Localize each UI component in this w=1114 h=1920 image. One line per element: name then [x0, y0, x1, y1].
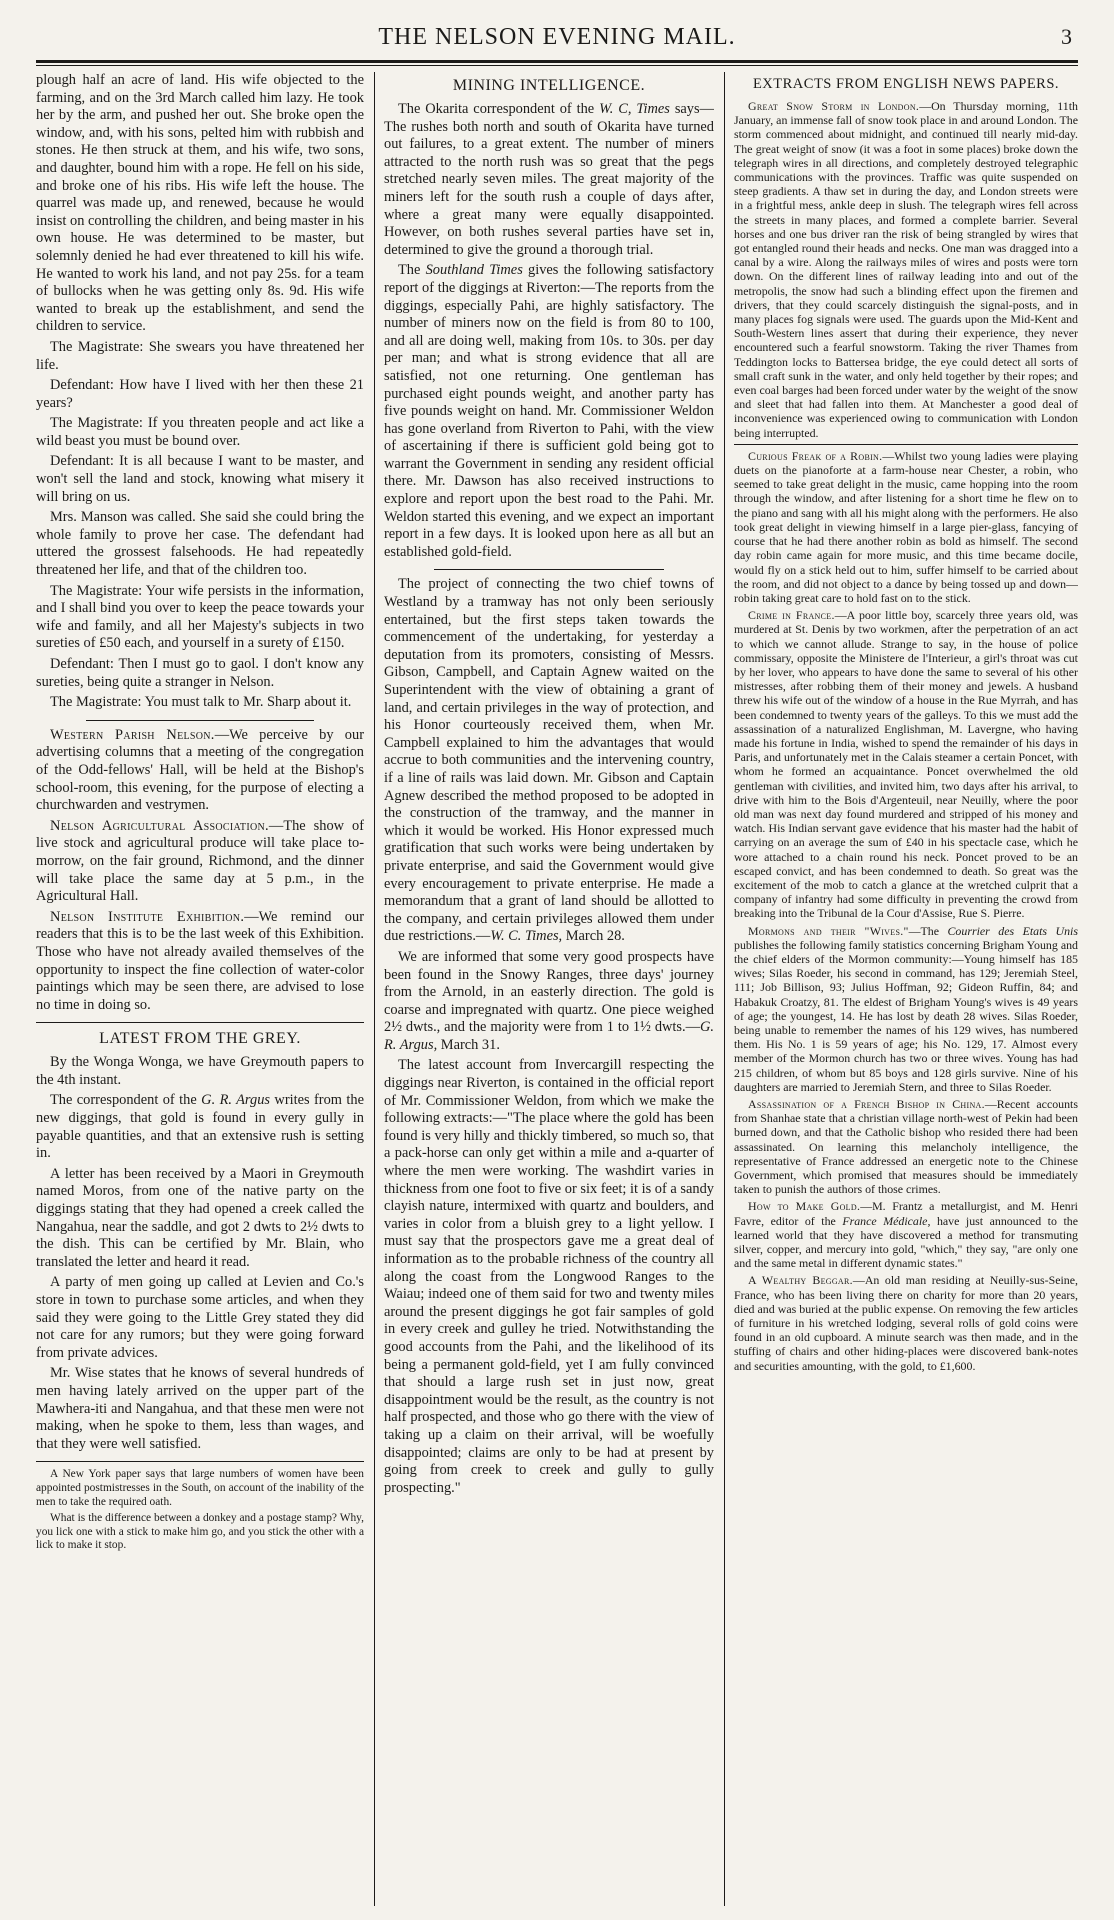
masthead-rule [36, 60, 1078, 63]
article-paragraph: Defendant: Then I must go to gaol. I don't know any sureties, being quite a stranger in Nelson. [36, 656, 364, 690]
article-paragraph [384, 576, 714, 945]
section-rule [734, 444, 1078, 445]
article-paragraph: Mr. Wise states that he knows of several hundreds of men having lately arrived on the upper part of the Mawhera-iti and Nangahua, and that these men were not making, when he spoke to them, less than wages, and that they were well satisfied. [36, 1365, 364, 1452]
article-paragraph: Defendant: How have I lived with her then these 21 years? [36, 377, 364, 411]
text-run: says—The rushes both north and south of Okarita have turned out failures, to a great extent. The number of miners attracted to the north rush was so great that the pegs stretched nearly seven miles. The great majority of the miners left for the south rush a couple of days after, where a great many were equally disappointed. However, on both rushes several parties have set in, determined to give the ground a thorough trial. [384, 101, 714, 258]
article-paragraph: A party of men going up called at Levien and Co.'s store in town to purchase some articles, and when they said they were going to the Little Grey stated they did not care for any rumors; but they were going forward from private advices. [36, 1274, 364, 1361]
article-paragraph: Mrs. Manson was called. She said she could bring the whole family to prove her case. The defendant had uttered the grossest falsehoods. He had repeatedly threatened her life, and that of the children too. [36, 509, 364, 579]
masthead-rule-thin [36, 65, 1078, 66]
text-run: —The [908, 923, 948, 938]
filler-paragraph: A New York paper says that large numbers of women have been appointed postmistresses in the South, on account of the inability of the men to take the required oath. [36, 1468, 364, 1508]
newspaper-name: G. R. Argus, [384, 1019, 714, 1053]
section-heading: LATEST FROM THE GREY. [99, 1030, 301, 1048]
news-extract [734, 449, 1078, 605]
notice-lead: Nelson Institute Exhibition. [50, 908, 245, 925]
newspaper-name: Courrier des Etats Unis [947, 923, 1078, 938]
article-paragraph: Defendant: It is all because I want to be master, and won't sell the land and stock, knowing what misery it will bring on us. [36, 453, 364, 505]
extract-lead: Great Snow Storm in London. [748, 99, 920, 113]
extract-body: —On Thursday morning, 11th January, an immense fall of snow took place in and around London. The storm commenced about midnight, and continued till nearly mid-day. The great weight of snow (it was a foot in some places) broke down the telegraph wires in all directions, and completely destroyed telegraphic communications with the provinces. Traffic was quite suspended on steep gradients. A thaw set in during the day, and London streets were in a frightful mess, ankle deep in slush. The telegraph wires fell across the streets in many places, and formed a complete barrier. Several horses and one bus driver ran the risk of being strangled by wires that got entangled round their heads and necks. One man was dragged into a canal by a wire. Along the railways miles of wires and posts were torn down. On the different lines of railway leading into and out of the metropolis, the snow had such a blinding effect upon the firemen and drivers, that they could scarcely distinguish the signal-posts, and in many places fog signals were used. The guards upon the Mid-Kent and South-Western lines assert that during their experience, they never encountered such a fearful snowstorm. Taking the river Thames from Teddington locks to Battersea bridge, the eye could detect all sorts of small craft sunk in the water, and only held together by their ropes; and even coal barges had been forced under water by the weight of the snow and sleet that had fallen into them. At Manchester a good deal of inconvenience was experienced owing to communication with London being interrupted. [734, 99, 1078, 440]
extract-lead: A Wealthy Beggar. [748, 1273, 853, 1288]
newspaper-name: W. C. Times, [490, 928, 563, 945]
masthead [36, 14, 1078, 54]
column-2 [384, 72, 714, 1906]
article-paragraph: By the Wonga Wonga, we have Greymouth papers to the 4th instant. [36, 1054, 364, 1088]
text-run: March 31. [437, 1036, 500, 1053]
text-run: —M. Frantz a metallurgist, and M. Henri Favre, editor of the [734, 1199, 1078, 1228]
article-paragraph [384, 262, 714, 561]
notice-lead: Western Parish Nelson. [50, 726, 215, 743]
extract-lead: Curious Freak of a Robin. [748, 448, 883, 463]
newspaper-name: W. C, Times [599, 101, 670, 117]
news-extract [734, 924, 1078, 1094]
news-extract [734, 1273, 1078, 1372]
notice-lead: Nelson Agricultural Association. [50, 817, 269, 834]
extract-body: —Whilst two young ladies were playing duets on the pianoforte at a farm-house near Chester, a robin, who seemed to take great delight in the music, came hopping into the room through the window, and after listening for a short time he flew on to the piano and sang with all his might along with the performers. He also took great delight in viewing himself in a large pier-glass, fancying of course that he had there another robin as bold as himself. The second day robin came again for more music, and this time became docile, would fly on a stick held out to him, suffer himself to be carried about the room, and did not object to a dance by being tossed up and down—robin taking great care to hold fast on to the stick. [734, 448, 1078, 605]
article-paragraph: The Magistrate: You must talk to Mr. Sharp about it. [50, 694, 352, 711]
text-run: writes from the new diggings, that gold is found in every gully in payable quantities, and that an extensive rush is setting in. [36, 1092, 364, 1162]
column-3 [734, 72, 1078, 1906]
news-extract [734, 1097, 1078, 1196]
text-run: The Okarita correspondent of the [398, 101, 600, 117]
section-rule [36, 1022, 364, 1023]
local-notice [36, 727, 364, 815]
notice-body: —We perceive by our advertising columns that a meeting of the congregation of the Odd-fellows' Hall, will be held at the Bishop's school-room, this evening, for the purpose of electing a churchwarden and vestrymen. [36, 726, 364, 814]
news-extract [734, 608, 1078, 920]
newspaper-title: THE NELSON EVENING MAIL. [378, 24, 736, 50]
section-rule [36, 1461, 364, 1462]
text-run: March 28. [562, 928, 625, 945]
columns [36, 72, 1078, 1906]
text-run: The [398, 262, 426, 279]
article-paragraph: A letter has been received by a Maori in Greymouth named Moros, from one of the native party on the diggings stating that they had opened a creek called the Nangahua, near the saddle, and got 2 dwts to 2½ dwts to the dish. This can be certified by Mr. Blain, who translated the letter and heard it read. [36, 1165, 364, 1270]
text-run: The project of connecting the two chief towns of Westland by a tramway has not only been seriously entertained, but the first steps taken towards the commencement of the undertaking, for yesterday a deputation from its promoters, consisting of Messrs. Gibson, Campbell, and Captain Agnew waited on the Superintendent with the view of obtaining a grant of land, and certain privileges in the way of protection, and his Honor courteously received them, when Mr. Campbell explained to him the advantages that would accrue to both communities and the intervening country, if a line of rails was laid down. Mr. Gibson and Captain Agnew described the method proposed to be adopted in the construction of the tramway, and the manner in which it would be worked. His Honor expressed much gratification that such works were being undertaken by private enterprise, and said the Government would give every encouragement to private enterprise. He made a memorandum that a grant of land should be allotted to the company, and certain privileges allowed them under due restrictions.— [384, 576, 714, 945]
extract-lead: Mormons and their "Wives." [748, 923, 909, 938]
section-heading: MINING INTELLIGENCE. [452, 77, 646, 94]
column-1 [36, 72, 364, 1906]
article-paragraph: The Magistrate: Your wife persists in the information, and I shall bind you over to keep the peace towards your wife and family, and all her Majesty's subjects in two sureties of £50 each, and yourself in a surety of £150. [36, 582, 364, 652]
filler-paragraph: What is the difference between a donkey and a postage stamp? Why, you lick one with a stick to make him go, and you stick the other with a lick to make it stop. [36, 1512, 364, 1552]
section-rule [86, 720, 314, 721]
text-run: We are informed that some very good prospects have been found in the Snowy Ranges, three days' journey from the Arnold, in an easterly direction. The gold is coarse and impregnated with quartz. One piece weighed 2½ dwts., and the majority were from 1 to 1½ dwts.— [384, 948, 714, 1036]
extract-body: —An old man residing at Neuilly-sus-Seine, France, who has been living there on charity for more than 20 years, died and was buried at the public expense. On removing the few articles of furniture in his wretched lodging, several rolls of gold coins were found in an old cupboard. A minute search was then made, and in the stuffing of chairs and other hiding-places were discovered bank-notes and securities amounting, with the gold, to £1,600. [734, 1273, 1078, 1373]
article-paragraph [36, 1092, 364, 1162]
column-divider [724, 72, 725, 1906]
text-run: The correspondent of the [50, 1092, 202, 1109]
article-paragraph [384, 101, 714, 259]
article-paragraph [384, 949, 714, 1055]
local-notice [36, 818, 364, 906]
extract-lead: How to Make Gold. [748, 1199, 861, 1214]
notice-body: —We remind our readers that this is to be the last week of this Exhibition. Those who have not already availed themselves of the opportunity to inspect the fine collection of water-color paintings which may be seen there, are advised to lose no time in doing so. [36, 908, 364, 1013]
article-paragraph: The Magistrate: She swears you have threatened her life. [36, 338, 364, 373]
extract-body: publishes the following family statistics concerning Brigham Young and the chief elders of the Mormon community:—Young himself has 185 wives; Silas Roeder, his second in command, has 129; Jeremiah Steel, 111; Job Billison, 93; Julius Hoffman, 92; Gideon Ruffin, 84; and Habakuk Croatzy, 81. The eldest of Brigham Young's wives is 49 years of age; the youngest, 14. He has lost by death 28 wives. Silas Roeder, being unable to remember the names of his 129 wives, has numbered them. His No. 1 is 59 years of age; his No. 129, 17. Almost every member of the Mormon church has two or three wives. Young has had 215 children, of whom but 85 boys and 128 girls survive. Nine of his daughters are married to Jeremiah Stern, and three to Silas Roeder. [734, 937, 1078, 1094]
article-paragraph: The latest account from Invercargill respecting the diggings near Riverton, is contained in the official report of Mr. Commissioner Weldon, from which we make the following extracts:—"The place where the gold has been found is very hilly and thickly timbered, so much so, that a pack-horse can only get within a mile and a-quarter of where the men were working. The washdirt varies in thickness from one foot to five or six feet; it is of a sandy clayish nature, intermixed with quartz and boulders, and varies in color from a bluish grey to a light yellow. I must say that the prospectors gave me a great deal of information as to the probable richness of the country all along the coast from the Longwood Ranges to the Waiau; indeed one of them said for two and twenty miles around the present diggings he got fair samples of gold in every creek and gulley he tried. Notwithstanding the good accounts from the Pahi, and the likelihood of its being a permanent gold-field, yet I am fully convinced that should a large rush set in just now, great disappointment would be the result, as the country is not half prospected, and those who go there with the view of taking up a claim on their arrival, will be woefully disappointed; claims are only to be had at present by going from creek to creek and gully to gully prospecting." [384, 1057, 714, 1496]
notice-body: —The show of live stock and agricultural produce will take place to-morrow, on the fair ground, Richmond, and the dinner will take place the same day at 5 p.m., in the Agricultural Hall. [36, 817, 364, 905]
newspaper-name: France Médicale, [842, 1213, 931, 1228]
text-run: gives the following satisfactory report of the diggings at Riverton:—The reports from the diggings, especially Pahi, are highly satisfactory. The number of miners now on the field is from 80 to 100, and all are doing well, making from 10s. to 30s. per day per man; and what is strong evidence that all are satisfied, not one returning. One gentleman has purchased eight pounds weight, and another party has five pounds weight on hand. Mr. Commissioner Weldon has gone overland from Riverton to Pahi, with the view of ascertaining if there is sufficient gold being got to warrant the Government in sending any resident official there. Mr. Dawson has also received instructions to explore and report upon the best road to the Pahi. Mr. Weldon started this evening, and we expect an important report in a few days. It is looked upon here as all but an established gold-field. [384, 262, 714, 560]
section-rule [434, 569, 664, 570]
extract-body: —Recent accounts from Shanhae state that a christian village north-west of Pekin had been burned down, and that the Catholic bishop who resided there had been assassinated. On learning this melancholy intelligence, the representative of France addressed an energetic note to the Chinese Government, which promised that measures should be immediately taken to punish the authors of those crimes. [734, 1097, 1078, 1197]
article-paragraph: plough half an acre of land. His wife objected to the farming, and on the 3rd March called him lazy. He took her by the arm, and pushed her out. She broke open the window, and, with his sons, pelted him with rubbish and stones. He then struck at them, and his wife, two sons, and daughter, bound him with a rope. He fell on his side, and broke one of his ribs. His wife left the house. The quarrel was made up, and renewed, because he would insist on controlling the children, and being master in his own house. He was determined to be master, but solemnly denied he had ever threatened to kill his wife. He wanted to work his land, and not pay 25s. for a team of bullocks when he was getting only 8s. 9d. His wife wanted to break up the establishment, and send the children to service. [36, 72, 364, 335]
news-extract [734, 99, 1078, 440]
page-number: 3 [1061, 24, 1072, 49]
extract-lead: Crime in France. [748, 608, 835, 623]
section-heading: EXTRACTS FROM ENGLISH NEWS PAPERS. [752, 76, 1060, 92]
newspaper-name: Southland Times [425, 262, 523, 279]
extract-lead: Assassination of a French Bishop in China. [748, 1097, 985, 1112]
extract-body: —A poor little boy, scarcely three years old, was murdered at St. Denis by two workmen, after the perpetration of an act to which we cannot allude. Strange to say, in the house of police commissary, opposite the Ministere de l'Interieur, a girl's throat was cut by her lover, who appears to have done the same to several of his other mistresses, after robbing them of their money and jewels. A husband threw his wife out of the window of a house in the Rue Myrrah, and has been condemned to twenty years of the galleys. To this we must add the assassination of a naturalized Englishman, M. Lavergne, who having made his fortune in India, wished to spend the remainder of his days in Paris, and unfortunately met in the Calais steamer a certain Poncet, with whom he formed an acquaintance. Poncet overwhelmed the old gentleman with civilities, and invited him, two days after his arrival, to drive with him to the Bois d'Argenteuil, near Neuilly, where the poor old man was next day found murdered and stripped of his money and watch. His Indian servant gave evidence that his master had the habit of carrying on an average the sum of £40 in his spectacle case, which he wore attached to a chain round his neck. Poncet proved to be an escaped convict, and has been condemned to death. So great was the excitement of the mob to catch a glance at the wretched culprit that a company of infantry had some difficulty in preventing the crowd from breaking into the Tribunal de la Cour d'Assise, Rue S. Pierre. [734, 608, 1078, 921]
news-extract [734, 1199, 1078, 1270]
local-notice [36, 909, 364, 1015]
article-paragraph: The Magistrate: If you threaten people and act like a wild beast you must be bound over. [36, 415, 364, 449]
column-divider [374, 72, 375, 1906]
extract-body: have just announced to the learned world that they have discovered a method for transmuting silver, copper, and mercury into gold, "which," they say, "are only one and the same metal in different dynamic states." [734, 1213, 1078, 1271]
newspaper-name: G. R. Argus [201, 1092, 270, 1109]
